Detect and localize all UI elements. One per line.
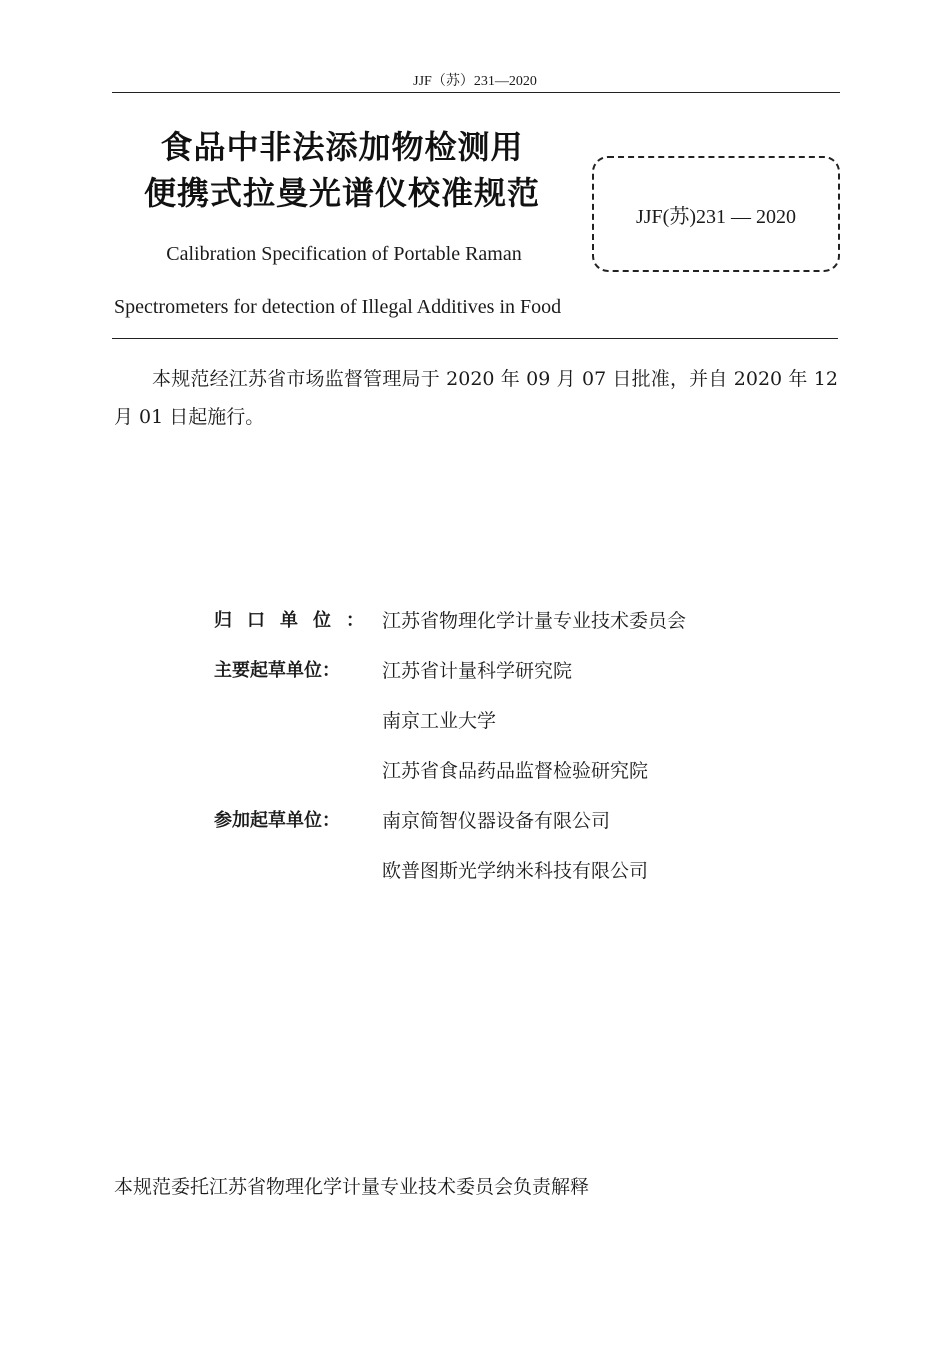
drafting-units [214,596,686,896]
unit-row-main-drafting [214,646,686,796]
english-title-line-2: Spectrometers for detection of Illegal Additives in Food [114,296,562,318]
unit-label-centralized: 归口单位： [214,610,379,631]
unit-name: 江苏省物理化学计量专业技术委员会 [382,610,687,632]
unit-row-centralized [214,596,686,646]
approval-statement: 本规范经江苏省市场监督管理局于 2020 年 09 月 07 日批准，并自 2020 年 12 月 01 日起施行。 [114,368,838,428]
unit-label-main-drafting: 主要起草单位： [214,660,340,681]
english-title-line-1: Calibration Specification of Portable Raman [166,243,522,265]
page-header-code: JJF（苏）231—2020 [413,74,537,89]
unit-name: 欧普图斯光学纳米科技有限公司 [382,860,649,882]
unit-name: 南京简智仪器设备有限公司 [382,810,611,832]
header-divider [112,92,840,93]
chinese-title [112,124,572,216]
title-line-2: 便携式拉曼光谱仪校准规范 [143,174,540,212]
specification-code: JJF(苏)231 — 2020 [635,205,796,228]
unit-name: 南京工业大学 [382,710,497,732]
unit-row-participating [214,796,686,896]
interpretation-note: 本规范委托江苏省物理化学计量专业技术委员会负责解释 [114,1176,590,1198]
unit-label-participating: 参加起草单位： [214,810,340,831]
unit-name: 江苏省计量科学研究院 [382,660,573,682]
title-line-1: 食品中非法添加物检测用 [160,128,524,166]
specification-code-box [592,156,840,272]
unit-name: 江苏省食品药品监督检验研究院 [382,760,649,782]
title-divider [112,338,838,339]
